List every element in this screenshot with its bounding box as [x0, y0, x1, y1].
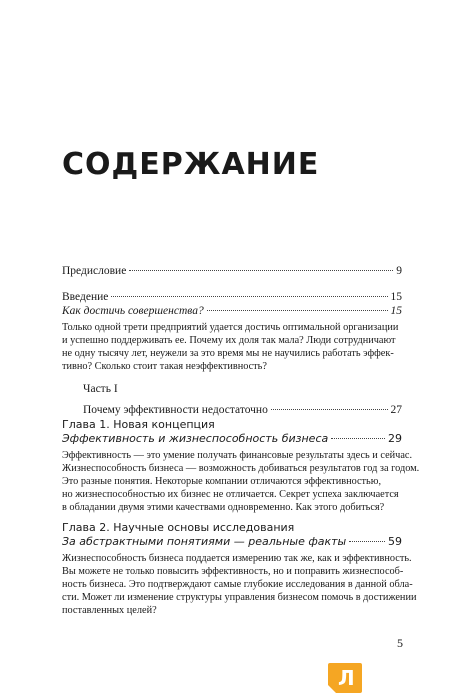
- leader-dots: [111, 296, 387, 297]
- part-label: Часть I: [83, 383, 118, 395]
- leader-dots: [349, 541, 385, 542]
- leader-dots: [129, 270, 393, 271]
- toc-page-number: 59: [388, 535, 402, 548]
- toc-chapter1-subentry[interactable]: [62, 432, 402, 446]
- toc-entry-label: Эффективность и жизнеспособность бизнеса: [62, 432, 329, 445]
- toc-part1-entry[interactable]: [62, 403, 402, 417]
- toc-description: Жизнеспособность бизнеса поддается измерению так же, как и эффективность. Вы можете не только повысить эффективность, но и поправить жизнеспособ- ность бизнеса. Это подтверждают самые глубокие исследования в данной обла- сти. Может ли изменение структуры управления бизнесом помочь в достижении поставленных целей?: [62, 553, 417, 616]
- leader-dots: [271, 409, 388, 410]
- toc-chapter-1: [62, 418, 420, 514]
- chapter-heading: Глава 1. Новая концепция: [62, 418, 215, 431]
- toc-entry-label: Как достичь совершенства?: [62, 305, 204, 317]
- toc-description: Эффективность — это умение получать финансовые результаты здесь и сейчас. Жизнеспособность бизнеса — возможность добиваться результатов год за годом. Это разные понятия. Некоторые компании отличаются эффективностью, но жизнеспособностью их бизнес не отличается. Секрет успеха заключается в обладании двумя этими качествами одновременно. Как этого добиться?: [62, 450, 420, 513]
- toc-page-number: 15: [390, 305, 402, 317]
- page-number: 5: [397, 636, 403, 650]
- logo-fold-corner: [328, 685, 336, 693]
- toc-entry-label: Предисловие: [62, 265, 127, 277]
- leader-dots: [331, 438, 385, 439]
- toc-description: Только одной трети предприятий удается достичь оптимальной организации и успешно поддерживать ее. Почему их доля так мала? Люди сотрудничают не одну тысячу лет, неужели за это время мы не научились работать эффек- тивно? Сколько стоит такая неэффективность?: [62, 322, 399, 372]
- toc-page-number: 29: [388, 432, 402, 445]
- toc-entry-label: Почему эффективности недостаточно: [83, 404, 268, 416]
- toc-intro-subentry[interactable]: [62, 304, 402, 318]
- toc-chapter-2: [62, 521, 417, 617]
- toc-entry-label: За абстрактными понятиями — реальные факты: [62, 535, 347, 548]
- toc-intro-entry[interactable]: [62, 290, 402, 304]
- toc-page-number: 15: [390, 291, 402, 303]
- page-title: СОДЕРЖАНИЕ: [62, 147, 320, 182]
- toc-preface[interactable]: [62, 264, 402, 278]
- toc-page-number: 9: [396, 265, 402, 277]
- leader-dots: [207, 310, 388, 311]
- toc-introduction: [62, 290, 402, 373]
- toc-chapter2-subentry[interactable]: [62, 535, 402, 549]
- toc-entry-label: Введение: [62, 291, 109, 303]
- litres-logo: [328, 663, 362, 693]
- logo-mark: Л: [338, 666, 355, 690]
- toc-part-1: [62, 382, 402, 417]
- chapter-heading: Глава 2. Научные основы исследования: [62, 521, 295, 534]
- toc-page-number: 27: [390, 404, 402, 416]
